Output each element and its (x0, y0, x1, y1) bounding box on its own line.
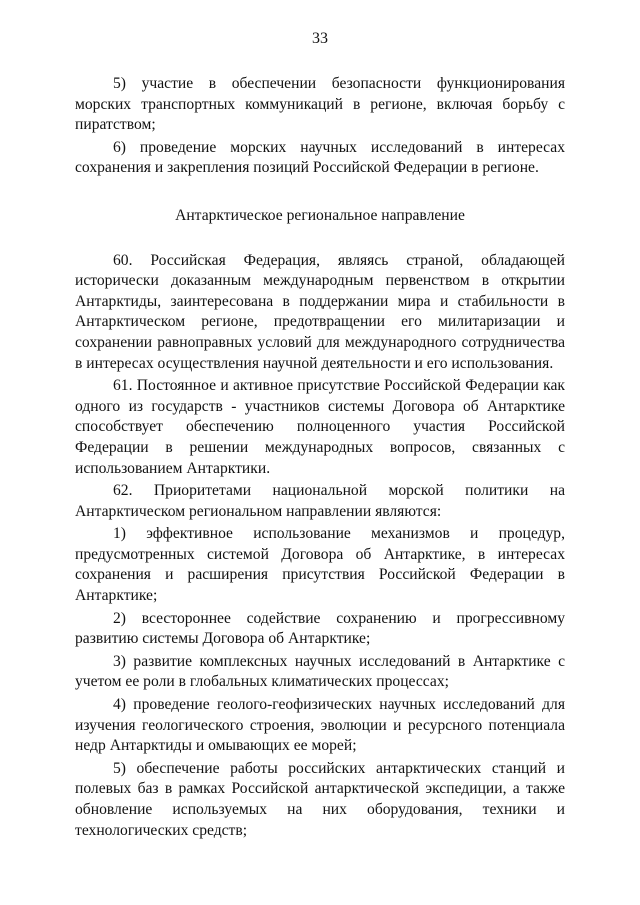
article-62: 62. Приоритетами национальной морской политики на Антарктическом региональном направлении являются: (75, 482, 565, 520)
list-item-5-piracy: 5) участие в обеспечении безопасности функционирования морских транспортных коммуникаций в регионе, включая борьбу с пиратством; (75, 75, 565, 134)
section-heading: Антарктическое региональное направление (175, 206, 465, 224)
priority-item-3: 3) развитие комплексных научных исследований в Антарктике с учетом ее роли в глобальных климатических процессах; (75, 652, 565, 691)
priority-item-1: 1) эффективное использование механизмов и процедур, предусмотренных системой Договора об Антарктике, в интересах сохранения и расширения присутствия Российской Федерации в Антарктике; (75, 525, 565, 605)
page-number: 33 (312, 30, 328, 47)
list-item-6-research: 6) проведение морских научных исследований в интересах сохранения и закрепления позиций Российской Федерации в регионе. (75, 138, 565, 177)
document-body (75, 74, 565, 843)
article-60: 60. Российская Федерация, являясь страной, обладающей исторически доказанным международным первенством в открытии Антарктиды, заинтересована в поддержании мира и стабильности в Антарктическом регионе, предотвращении его милитаризации и сохранении равноправных условий для международного сотрудничества в интересах осуществления научной деятельности и его использования. (75, 251, 565, 372)
priority-item-5: 5) обеспечение работы российских антарктических станций и полевых баз в рамках Российской антарктической экспедиции, а также обновление используемых на них оборудования, техники и технологических средств; (75, 759, 565, 839)
article-61: 61. Постоянное и активное присутствие Российской Федерации как одного из государств - участников системы Договора об Антарктике способствует обеспечению полноценного участия Российской Федерации в решении международных вопросов, связанных с использованием Антарктики. (75, 377, 565, 477)
priority-item-2: 2) всестороннее содействие сохранению и прогрессивному развитию системы Договора об Антарктике; (75, 609, 565, 648)
priority-item-4: 4) проведение геолого-геофизических научных исследований для изучения геологического строения, эволюции и ресурсного потенциала недр Антарктиды и омывающих ее морей; (75, 696, 565, 755)
